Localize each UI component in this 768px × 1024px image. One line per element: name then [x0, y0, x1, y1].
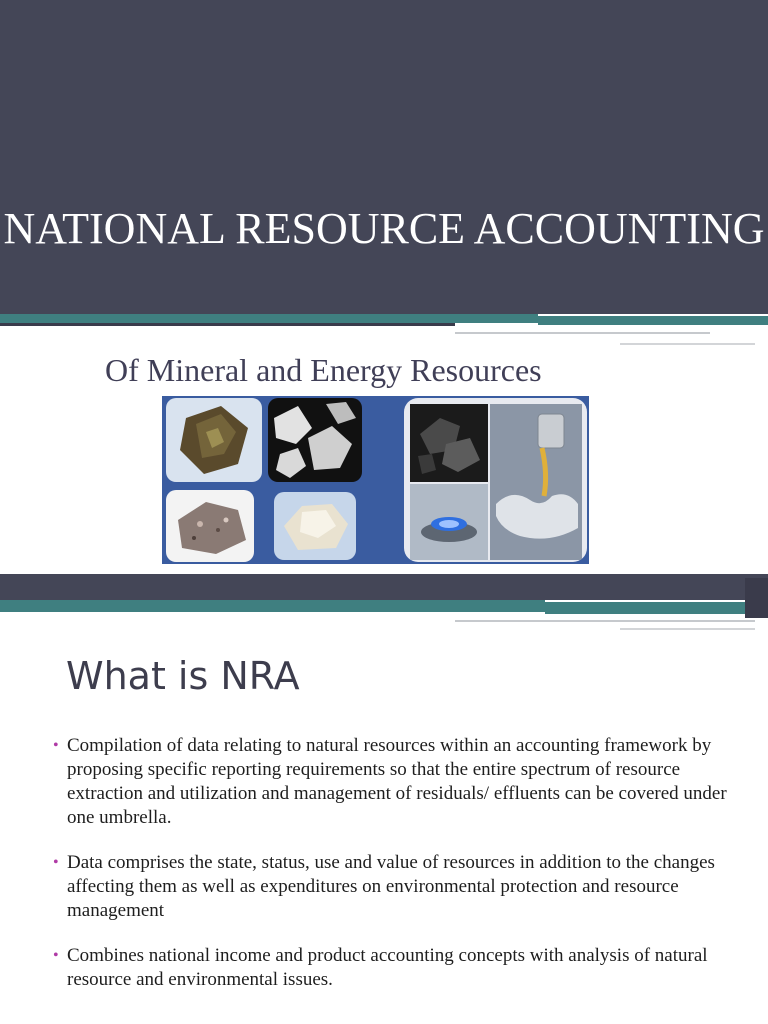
divider-line [455, 620, 755, 622]
content-slide-header-band [0, 574, 768, 600]
coal-icon [410, 404, 488, 482]
coal-photo [410, 404, 488, 482]
minerals-energy-collage [162, 396, 589, 564]
oil-world-photo [490, 404, 582, 560]
mineral-photo [166, 490, 254, 562]
bullet-item [50, 734, 740, 830]
bullet-item [50, 851, 740, 923]
title-slide-header-band [0, 0, 768, 314]
bullet-item [50, 944, 740, 992]
divider-line [620, 628, 755, 630]
bullet-icon: • [53, 947, 59, 964]
accent-bar [545, 602, 745, 614]
content-slide [0, 574, 768, 1024]
bullet-text: Data comprises the state, status, use and value of resources in addition to the changes affecting them as well as expenditures on environmental protection and resource management [67, 852, 715, 921]
oil-barrel-globe-icon [490, 404, 582, 560]
accent-bar [0, 600, 545, 612]
slide-subtitle: Of Mineral and Energy Resources [105, 352, 542, 388]
gas-burner-photo [410, 484, 488, 560]
mineral-photo [274, 492, 356, 560]
bullet-text: Compilation of data relating to natural resources within an accounting framework by proposing specific reporting requirements so that the entire spectrum of resource extraction and utilization and management of residuals/ effluents can be covered under one umbrella. [67, 735, 727, 828]
slide-title: NATIONAL RESOURCE ACCOUNTING [3, 204, 765, 253]
corner-block [745, 578, 768, 618]
mineral-photo [166, 398, 262, 482]
divider-line [455, 332, 710, 334]
bullet-text: Combines national income and product accounting concepts with analysis of natural resource and environmental issues. [67, 945, 708, 990]
energy-resources-photo [404, 398, 587, 562]
accent-bar [538, 316, 768, 325]
gas-flame-icon [410, 484, 488, 560]
bullet-icon: • [53, 854, 59, 871]
white-rock-icon [274, 492, 356, 560]
granite-rock-icon [166, 490, 254, 562]
ore-rock-icon [166, 398, 262, 482]
accent-bar [0, 314, 538, 323]
divider-line [620, 343, 755, 345]
divider [0, 323, 455, 326]
mineral-photo [268, 398, 362, 482]
slide-heading: What is NRA [66, 654, 300, 698]
bullet-list [50, 734, 740, 1013]
crystals-icon [268, 398, 362, 482]
bullet-icon: • [53, 737, 59, 754]
